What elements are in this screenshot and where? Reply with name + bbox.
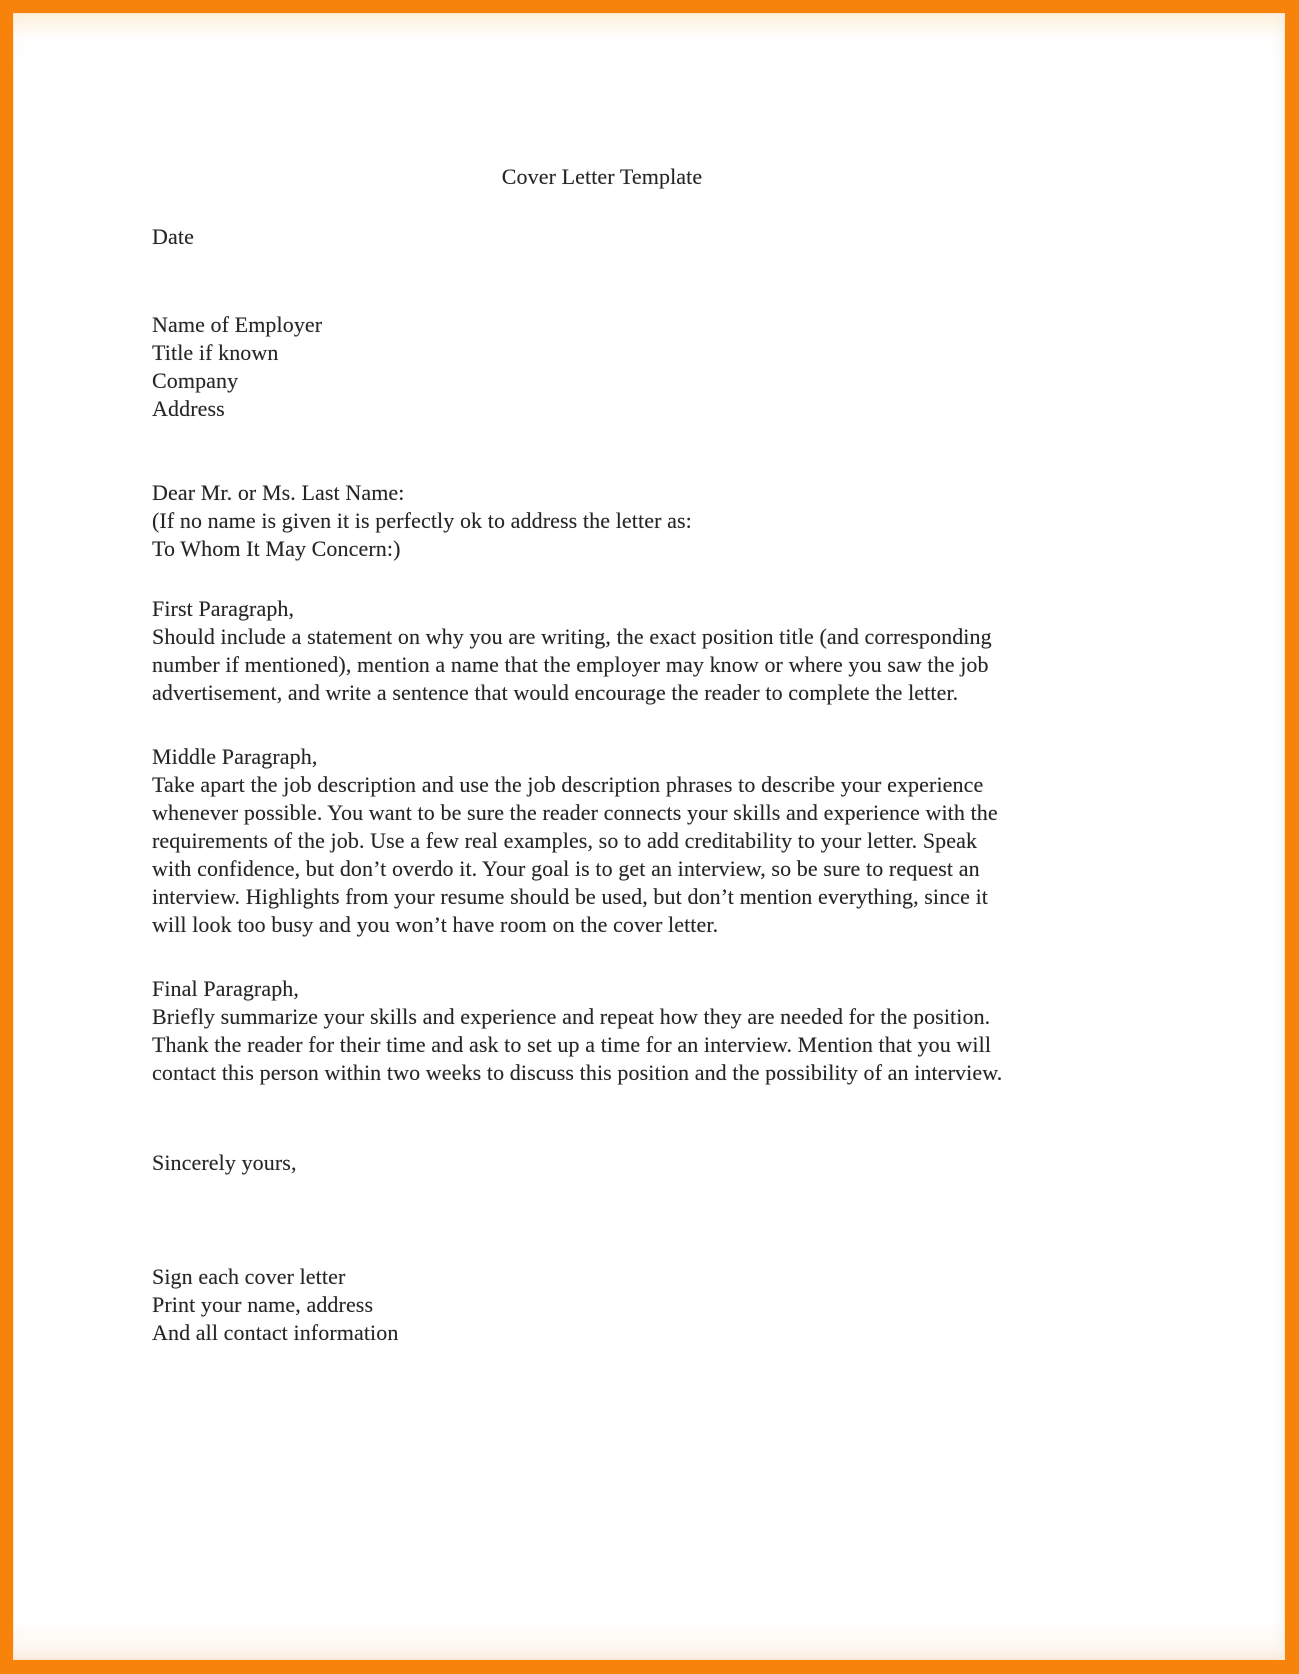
employer-line: Title if known (152, 340, 279, 365)
paragraph-line: whenever possible. You want to be sure the reader connects your skills and experience with the (152, 800, 998, 825)
paragraph-heading: First Paragraph, (152, 596, 295, 621)
employer-line: Name of Employer (152, 312, 323, 337)
signature-line: Print your name, address (152, 1292, 374, 1317)
closing-line: Sincerely yours, (152, 1150, 297, 1175)
employer-line: Company (152, 368, 239, 393)
paragraph-heading: Final Paragraph, (152, 976, 300, 1001)
paragraph-heading: Middle Paragraph, (152, 744, 318, 769)
salutation-line: Dear Mr. or Ms. Last Name: (152, 480, 405, 505)
signature-line: Sign each cover letter (152, 1264, 346, 1289)
paragraph-line: Briefly summarize your skills and experience and repeat how they are needed for the position. (152, 1004, 991, 1029)
paragraph-line: number if mentioned), mention a name that the employer may know or where you saw the job (152, 652, 989, 677)
employer-line: Address (152, 396, 225, 421)
letter-content (152, 163, 1052, 1347)
letter-page (13, 13, 1285, 1660)
final-paragraph-section (152, 975, 1052, 1087)
paragraph-line: Take apart the job description and use the job description phrases to describe your experience (152, 772, 984, 797)
signature-line: And all contact information (152, 1320, 399, 1345)
first-paragraph-section (152, 595, 1052, 707)
page-title: Cover Letter Template (501, 164, 703, 189)
signature-block (152, 1263, 1052, 1347)
employer-block (152, 311, 1052, 423)
paragraph-line: advertisement, and write a sentence that would encourage the reader to complete the letter. (152, 680, 959, 705)
paragraph-line: contact this person within two weeks to discuss this position and the possibility of an interview. (152, 1060, 1003, 1085)
salutation-line: (If no name is given it is perfectly ok to address the letter as: (152, 508, 692, 533)
paragraph-line: requirements of the job. Use a few real examples, so to add creditability to your letter. Speak (152, 828, 978, 853)
date-line: Date (152, 224, 194, 249)
paragraph-line: will look too busy and you won’t have room on the cover letter. (152, 912, 719, 937)
salutation-block (152, 479, 1052, 563)
middle-paragraph-section (152, 743, 1052, 939)
paragraph-line: Should include a statement on why you are writing, the exact position title (and corresponding (152, 624, 992, 649)
paragraph-line: with confidence, but don’t overdo it. Your goal is to get an interview, so be sure to request an (152, 856, 980, 881)
paragraph-line: Thank the reader for their time and ask to set up a time for an interview. Mention that you will (152, 1032, 992, 1057)
salutation-line: To Whom It May Concern:) (152, 536, 401, 561)
paragraph-line: interview. Highlights from your resume should be used, but don’t mention everything, since it (152, 884, 988, 909)
